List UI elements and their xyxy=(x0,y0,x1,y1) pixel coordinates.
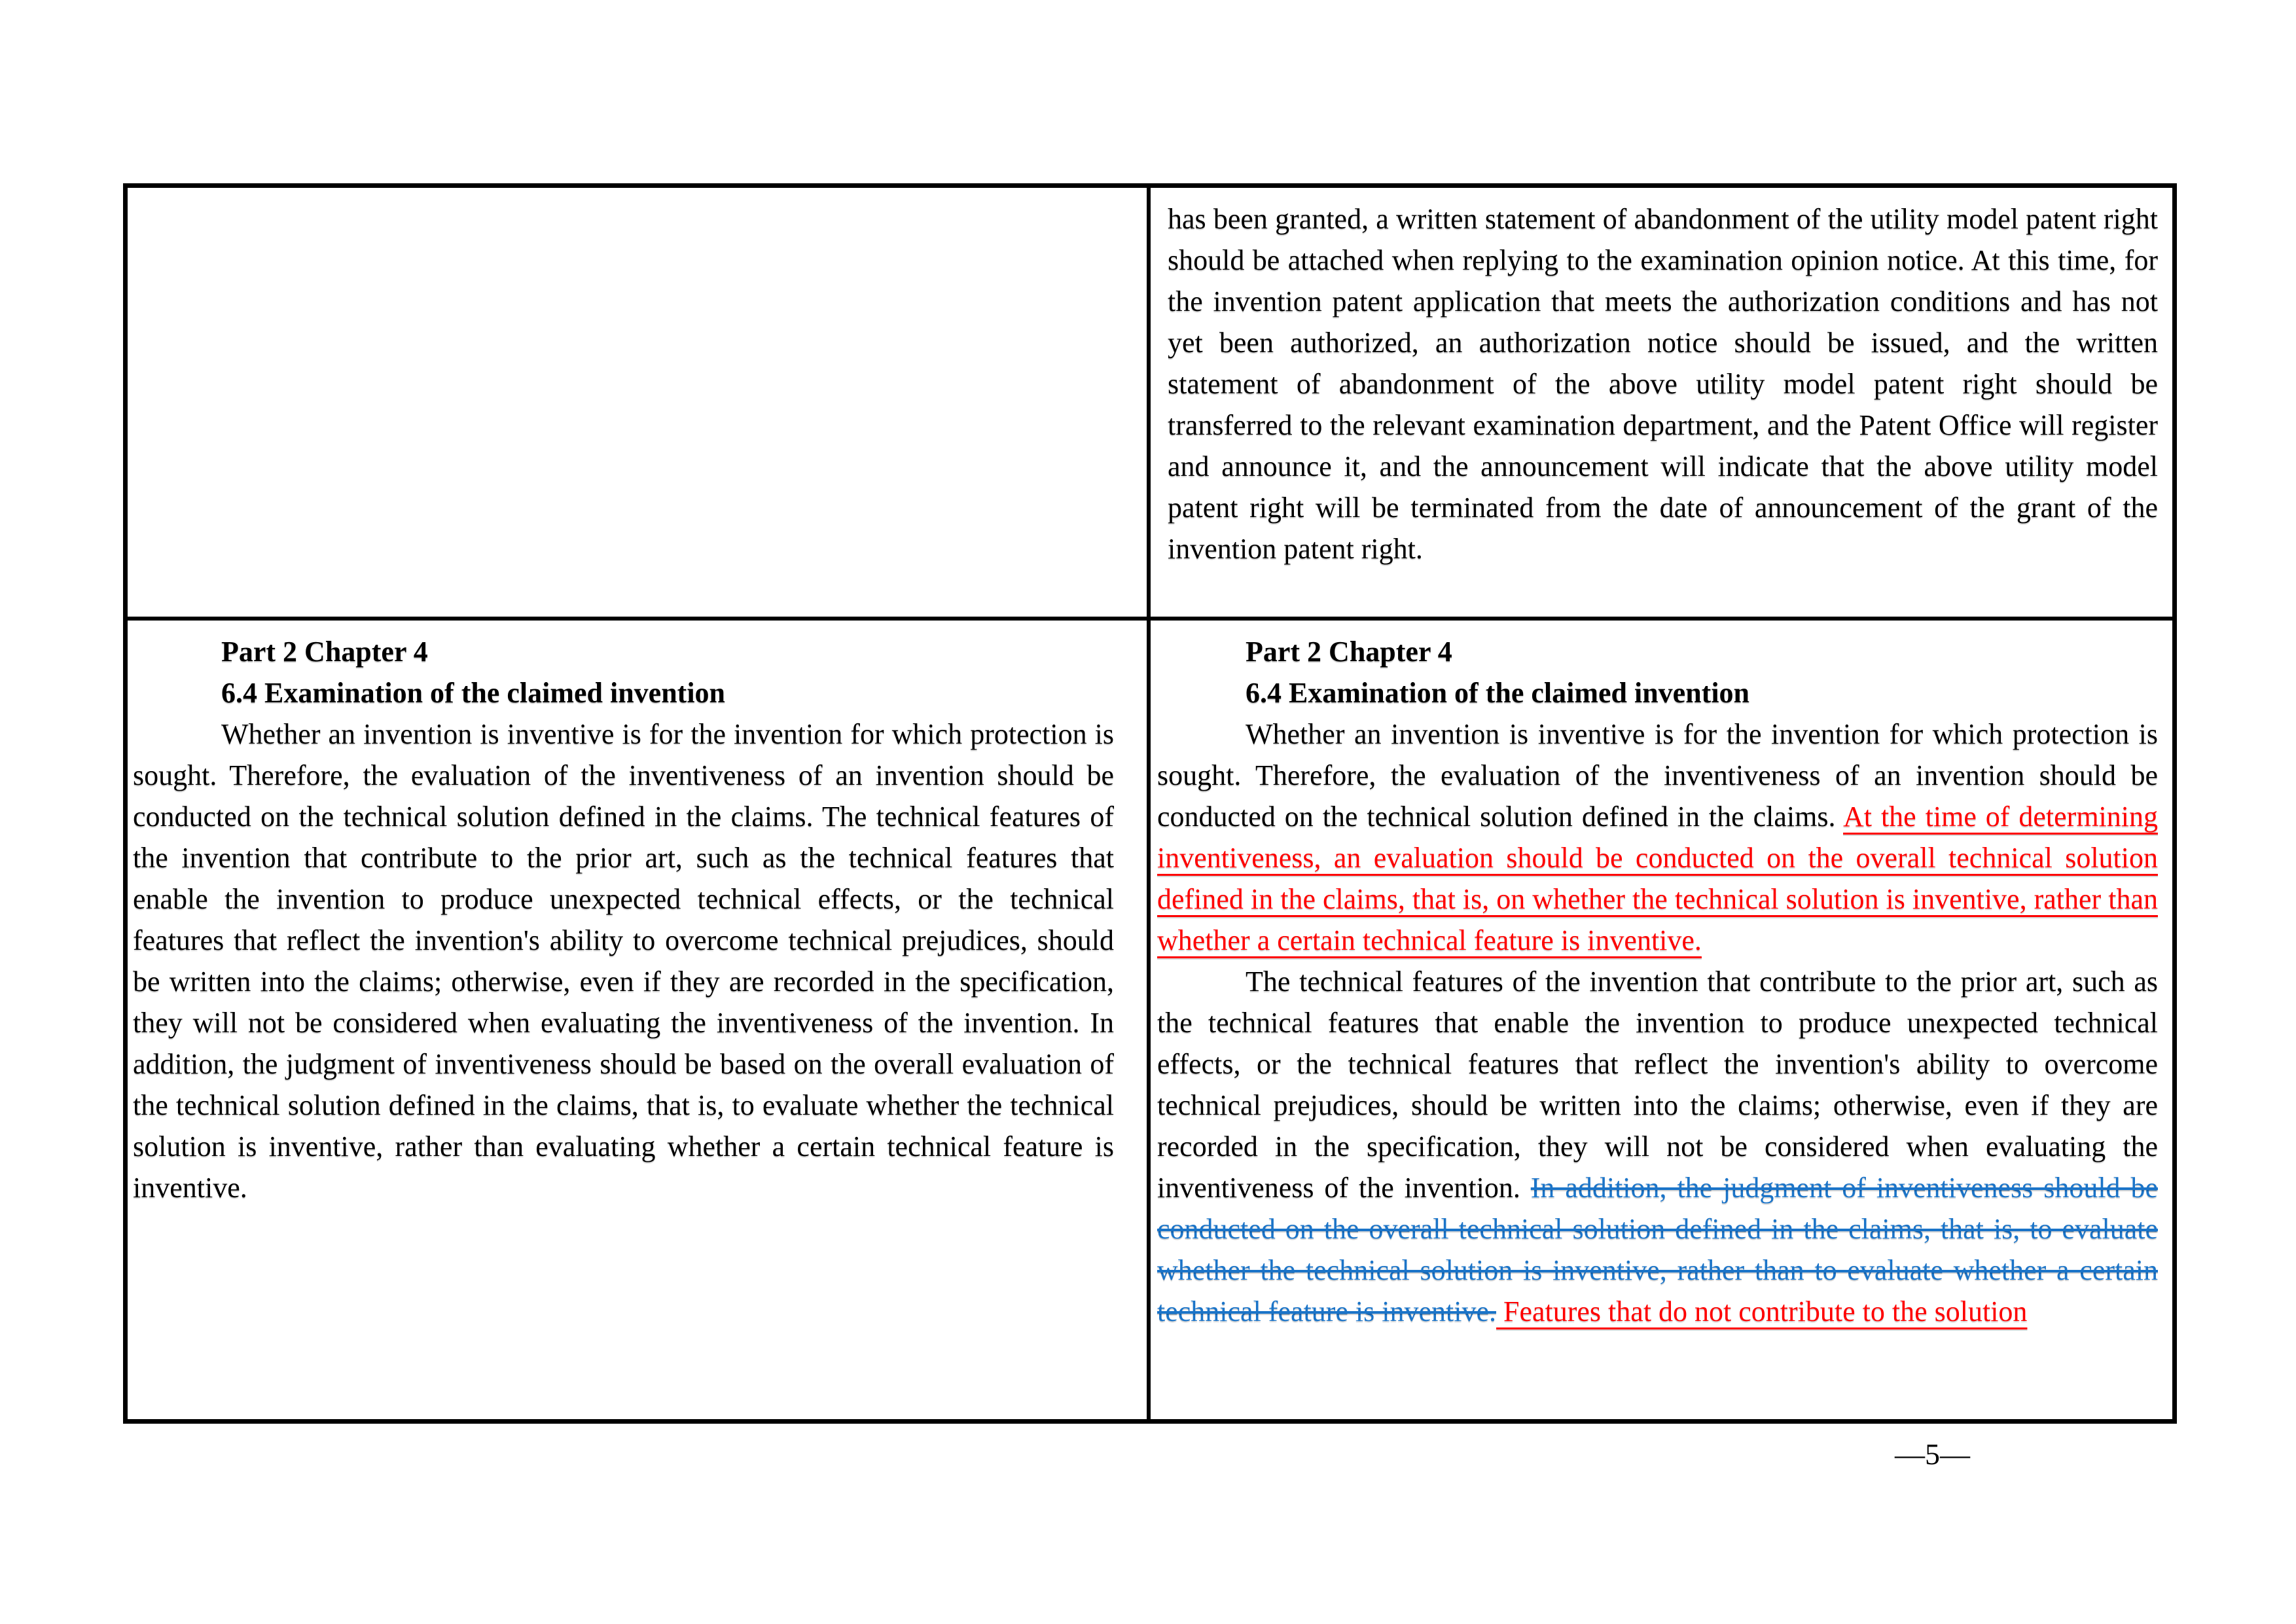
deleted-text: In addition, the judgment of inventiveness should be conducted on the overall technical solution defined in the claims, that is, to evaluate whether the technical solution is inventive, rather than to evaluate whether a certain technical feature is inventive. xyxy=(1157,1172,2158,1327)
unchanged-text: The technical features of the invention that contribute to the prior art, such as the technical features that enable the invention to produce unexpected technical effects, or the technical features that reflect the invention's ability to overcome technical prejudices, should be written into the claims; otherwise, even if they are recorded in the specification, they will not be considered when evaluating the inventiveness of the invention. xyxy=(1157,965,2158,1204)
left-heading-section: 6.4 Examination of the claimed invention xyxy=(221,677,726,709)
left-heading-chapter: Part 2 Chapter 4 xyxy=(221,636,428,668)
right-heading-section: 6.4 Examination of the claimed invention xyxy=(1246,677,1750,709)
row1-right-paragraph: has been granted, a written statement of abandonment of the utility model patent right should be attached when replying to the examination opinion notice. At this time, for the invention patent application that meets the authorization conditions and has not yet been authorized, an authorization notice should be issued, and the written statement of abandonment of the above utility model patent right should be transferred to the relevant examination department, and the Patent Office will register and announce it, and the announcement will indicate that the above utility model patent right will be terminated from the date of announcement of the grant of the invention patent right. xyxy=(1168,203,2158,565)
cell-row2-left xyxy=(128,621,1151,1419)
cell-row1-left xyxy=(128,188,1151,621)
right-body-paragraph-1 xyxy=(1157,713,2158,961)
right-heading-chapter: Part 2 Chapter 4 xyxy=(1246,636,1452,668)
cell-row2-right xyxy=(1151,621,2172,1419)
right-body-paragraph-2 xyxy=(1157,961,2158,1332)
inserted-text: At the time of determining inventiveness, an evaluation should be conducted on the overall technical solution defined in the claims, that is, on whether the technical solution is inventive, rather than whether a certain technical feature is inventive. xyxy=(1157,801,2158,956)
page-number: —5— xyxy=(1895,1437,1970,1471)
comparison-table xyxy=(123,183,2177,1424)
unchanged-text: Whether an invention is inventive is for the invention for which protection is sought. Therefore, the evaluation of the inventiveness of an invention should be conducted on the technical solution defined in the claims. xyxy=(1157,718,2158,833)
cell-row1-right xyxy=(1151,188,2172,621)
inserted-text: Features that do not contribute to the solution xyxy=(1496,1295,2028,1327)
left-body-paragraph: Whether an invention is inventive is for the invention for which protection is sought. Therefore, the evaluation of the inventiveness of an invention should be conducted on the technical solution defined in the claims. The technical features of the invention that contribute to the prior art, such as the technical features that enable the invention to produce unexpected technical effects, or the technical features that reflect the invention's ability to overcome technical prejudices, should be written into the claims; otherwise, even if they are recorded in the specification, they will not be considered when evaluating the inventiveness of the invention. In addition, the judgment of inventiveness should be based on the overall evaluation of the technical solution defined in the claims, that is, to evaluate whether the technical solution is inventive, rather than evaluating whether a certain technical feature is inventive. xyxy=(133,718,1114,1204)
